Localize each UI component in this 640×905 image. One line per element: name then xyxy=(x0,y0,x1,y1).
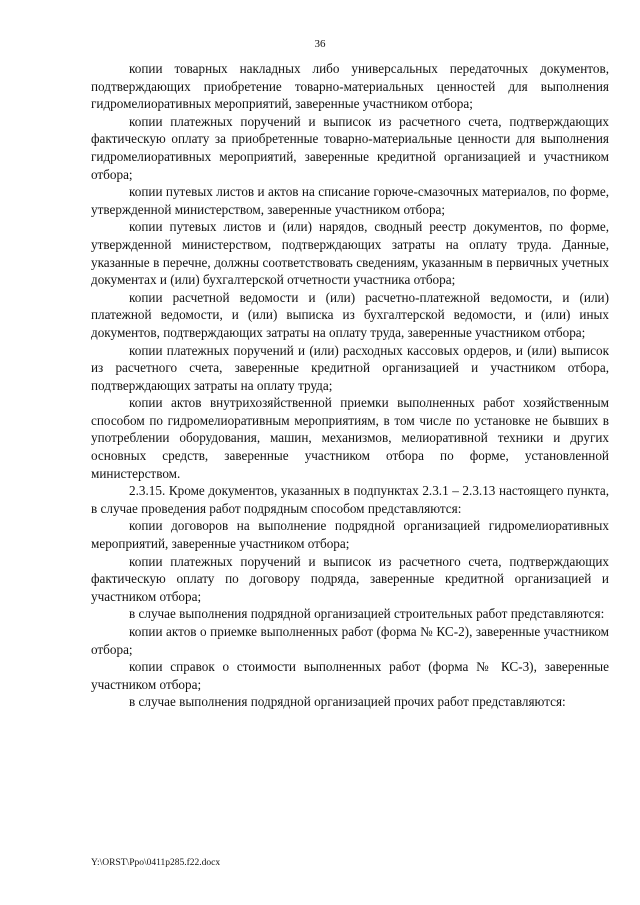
page-number: 36 xyxy=(314,38,326,50)
paragraph-2-3-15: 2.3.15. Кроме документов, указанных в подпунктах 2.3.1 – 2.3.13 настоящего пункта, в случае проведения работ подрядным способом представляются: xyxy=(91,483,609,516)
paragraph-payroll: копии расчетной ведомости и (или) расчетно-платежной ведомости, и (или) платежной ведомости, и (или) выписка из бухгалтерской ведомости, и (или) иных документов, подтверждающих затраты на оплату труда, заверенные участником отбора; xyxy=(91,289,609,340)
document-body xyxy=(91,60,609,711)
paragraph-cash-orders: копии платежных поручений и (или) расходных кассовых ордеров, и (или) выписок из расчетного счета, заверенные кредитной организацией и участником отбора, подтверждающих затраты на оплату труда; xyxy=(91,342,609,393)
paragraph-acceptance-acts: копии актов внутрихозяйственной приемки выполненных работ хозяйственным способом по гидромелиоративным мероприятиям, в том числе по установке не бывших в употреблении оборудования, машин, механизмов, мелиоративной техники и других основных средств, заверенные участником отбора по форме, установленной министерством. xyxy=(91,395,609,481)
paragraph-contracts: копии договоров на выполнение подрядной организацией гидромелиоративных мероприятий, заверенные участником отбора; xyxy=(91,518,609,552)
paragraph-payment-orders: копии платежных поручений и выписок из расчетного счета, подтверждающих фактическую оплату за приобретенные товарно-материальные ценности для выполнения гидромелиоративных мероприятий, заверенные кредитной организацией и участником отбора; xyxy=(91,113,609,182)
paragraph-waybills-labor: копии путевых листов и (или) нарядов, сводный реестр документов, по форме, утвержденной министерством, подтверждающих затраты на оплату труда. Данные, указанные в перечне, должны соответствовать сведениям, указанным в первичных учетных документах и (или) бухгалтерской отчетности участника отбора; xyxy=(91,219,609,288)
file-path-footer: Y:\ORST\Ppo\0411p285.f22.docx xyxy=(91,858,221,868)
paragraph-construction-case: в случае выполнения подрядной организацией строительных работ представляются: xyxy=(129,606,605,622)
paragraph-ks3: копии справок о стоимости выполненных работ (форма № КС-3), заверенные участником отбора; xyxy=(91,659,609,692)
paragraph-invoices: копии товарных накладных либо универсальных передаточных документов, подтверждающих приобретение товарно-материальных ценностей для выполнения гидромелиоративных мероприятий, заверенные участником отбора; xyxy=(91,61,609,112)
paragraph-ks2: копии актов о приемке выполненных работ (форма № КС-2), заверенные участником отбора; xyxy=(91,624,609,657)
paragraph-contract-payments: копии платежных поручений и выписок из расчетного счета, подтверждающих фактическую оплату по договору подряда, заверенные кредитной организацией и участником отбора; xyxy=(91,553,609,604)
paragraph-waybills-fuel: копии путевых листов и актов на списание горюче-смазочных материалов, по форме, утвержденной министерством, заверенные участником отбора; xyxy=(91,184,609,217)
paragraph-other-works: в случае выполнения подрядной организацией прочих работ представляются: xyxy=(129,694,566,710)
